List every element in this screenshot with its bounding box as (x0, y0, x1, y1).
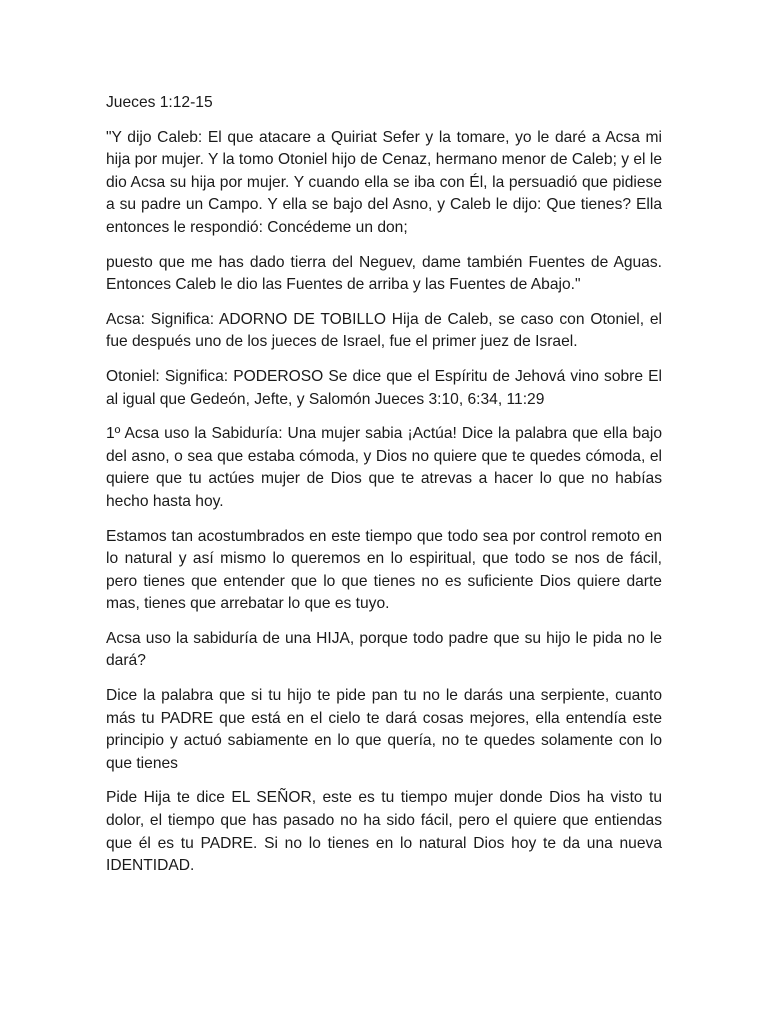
paragraph-point-wisdom: 1º Acsa uso la Sabiduría: Una mujer sabia ¡Actúa! Dice la palabra que ella bajo del asno, o sea que estaba cómoda, y Dios no quiere que te quedes cómoda, el quiere que tu actúes mujer de Dios que te atrevas a hacer lo que no habías hecho hasta hoy. (106, 425, 662, 510)
paragraph-bread-serpent: Dice la palabra que si tu hijo te pide pan tu no le darás una serpiente, cuanto más tu PADRE que está en el cielo te dará cosas mejores, ella entendía este principio y actuó sabiamente en lo que quería, no te quedes solamente con lo que tienes (106, 687, 662, 772)
paragraph-scripture-quote-1: "Y dijo Caleb: El que atacare a Quiriat Sefer y la tomare, yo le daré a Acsa mi hija por mujer. Y la tomo Otoniel hijo de Cenaz, hermano menor de Caleb; y el le dio Acsa su hija por mujer. Y cuando ella se iba con Él, la persuadió que pidiese a su padre un Campo. Y ella se bajo del Asno, y Caleb le dijo: Que tienes? Ella entonces le respondió: Concédeme un don; (106, 128, 662, 236)
paragraph-acsa-meaning: Acsa: Significa: ADORNO DE TOBILLO Hija de Caleb, se caso con Otoniel, el fue después uno de los jueces de Israel, fue el primer juez de Israel. (106, 310, 662, 351)
scripture-reference: Jueces 1:12-15 (106, 94, 213, 111)
paragraph-scripture-quote-2: puesto que me has dado tierra del Neguev, dame también Fuentes de Aguas. Entonces Caleb le dio las Fuentes de arriba y las Fuentes de Abajo." (106, 253, 662, 294)
paragraph-daughter-wisdom: Acsa uso la sabiduría de una HIJA, porque todo padre que su hijo le pida no le dará? (106, 629, 662, 670)
paragraph-otoniel-meaning: Otoniel: Significa: PODEROSO Se dice que el Espíritu de Jehová vino sobre El al igual que Gedeón, Jefte, y Salomón Jueces 3:10, 6:34, 11:29 (106, 367, 662, 408)
document-body (106, 92, 662, 890)
paragraph-ask-daughter: Pide Hija te dice EL SEÑOR, este es tu tiempo mujer donde Dios ha visto tu dolor, el tiempo que has pasado no ha sido fácil, pero el quiere que entiendas que él es tu PADRE. Si no lo tienes en lo natural Dios hoy te da una nueva IDENTIDAD. (106, 789, 662, 875)
paragraph-remote-control: Estamos tan acostumbrados en este tiempo que todo sea por control remoto en lo natural y así mismo lo queremos en lo espiritual, que todo se nos de fácil, pero tienes que entender que lo que tienes no es suficiente Dios quiere darte mas, tienes que arrebatar lo que es tuyo. (106, 527, 662, 613)
